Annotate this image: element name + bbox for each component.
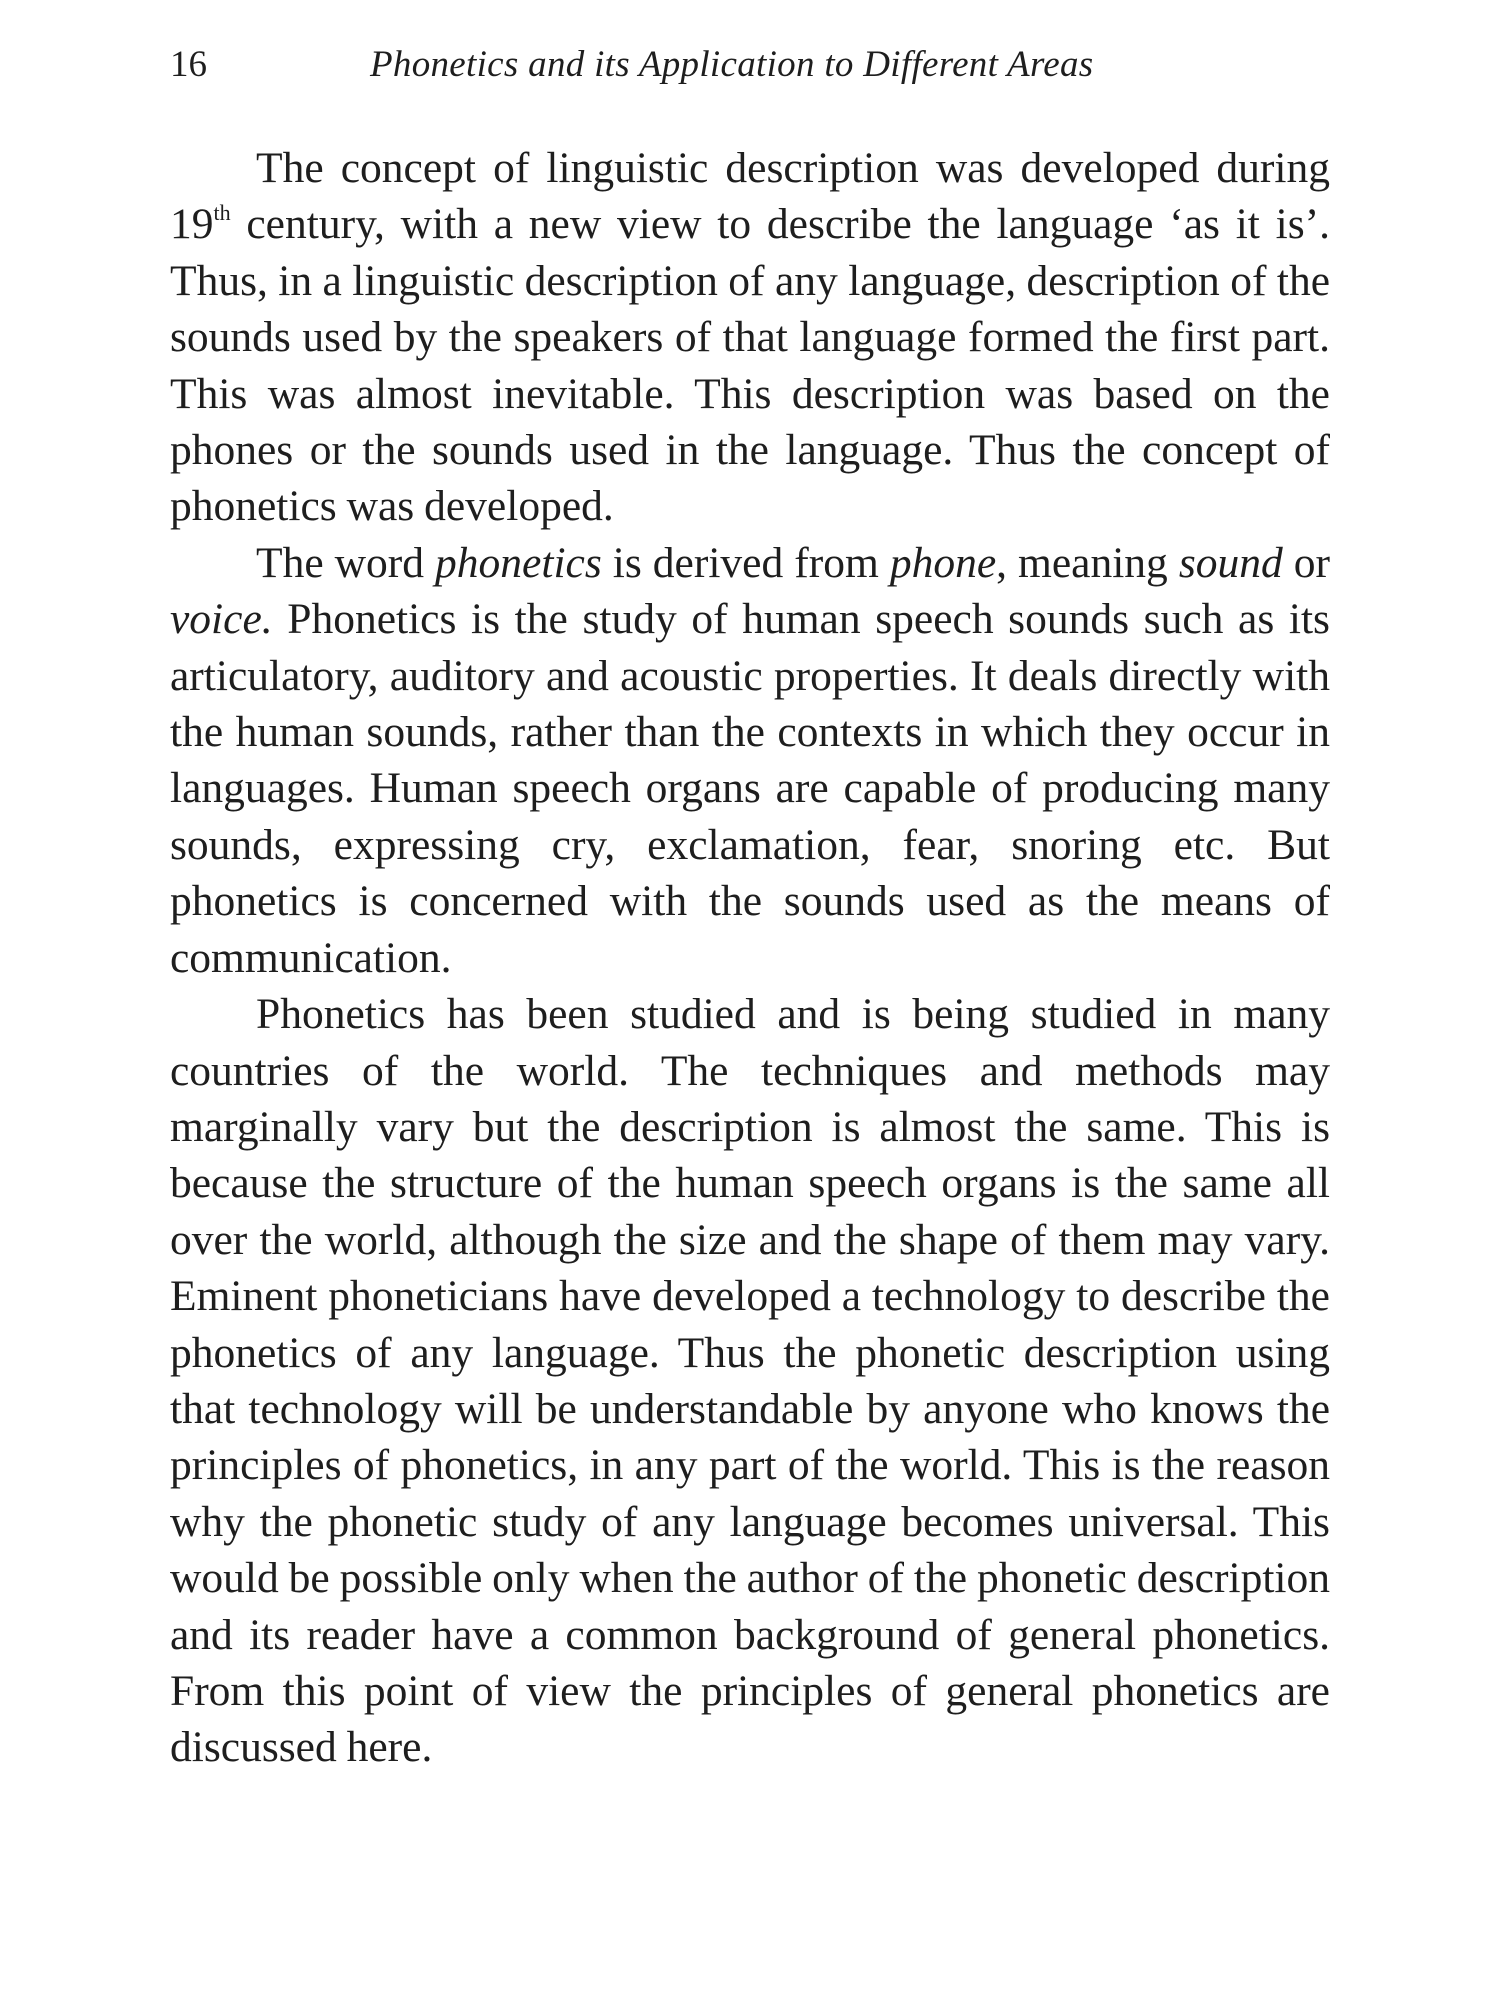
running-title: Phonetics and its Application to Different Areas [370, 44, 1094, 85]
page-number: 16 [170, 44, 207, 85]
paragraph-1-text-a: The concept of linguistic description was developed during 19 [170, 144, 1330, 249]
paragraph-1 [170, 140, 1330, 535]
paragraph-2-text-e: Phonetics is the study of human speech sounds such as its articulatory, auditory and acoustic properties. It deals directly with the human sounds, rather than the contexts in which they occur in languages. Human speech organs are capable of producing many sounds, expressing cry, exclamation, fear, snoring etc. But phonetics is concerned with the sounds used as the means of communication. [170, 595, 1330, 982]
paragraph-2-text-b: is derived from [601, 538, 890, 587]
page-header [170, 40, 1330, 90]
term-phone: phone [889, 538, 997, 587]
term-phonetics: phonetics [435, 538, 602, 587]
paragraph-2-text-c: , meaning [996, 538, 1179, 587]
paragraph-2-text-d: or [1282, 538, 1330, 587]
body-text [170, 140, 1330, 1776]
book-page [170, 0, 1330, 2000]
paragraph-2-text-a: The word [256, 538, 436, 587]
ordinal-superscript: th [213, 200, 231, 226]
paragraph-3: Phonetics has been studied and is being studied in many countries of the world. The techniques and methods may marginally vary but the description is almost the same. This is because the structure of the human speech organs is the same all over the world, although the size and the shape of them may vary. Eminent phoneticians have developed a technology to describe the phonetics of any language. Thus the phonetic description using that technology will be understandable by anyone who knows the principles of phonetics, in any part of the world. This is the reason why the phonetic study of any language becomes universal. This would be possible only when the author of the phonetic description and its reader have a common background of general phonetics. From this point of view the principles of general phonetics are discussed here. [170, 990, 1330, 1772]
paragraph-1-text-b: century, with a new view to describe the language ‘as it is’. Thus, in a linguistic description of any language, description of the sounds used by the speakers of that language formed the first part. This was almost inevitable. This description was based on the phones or the sounds used in the language. Thus the concept of phonetics was developed. [170, 200, 1330, 531]
paragraph-2 [170, 535, 1330, 986]
term-sound: sound [1178, 538, 1283, 587]
term-voice: voice. [170, 595, 273, 644]
